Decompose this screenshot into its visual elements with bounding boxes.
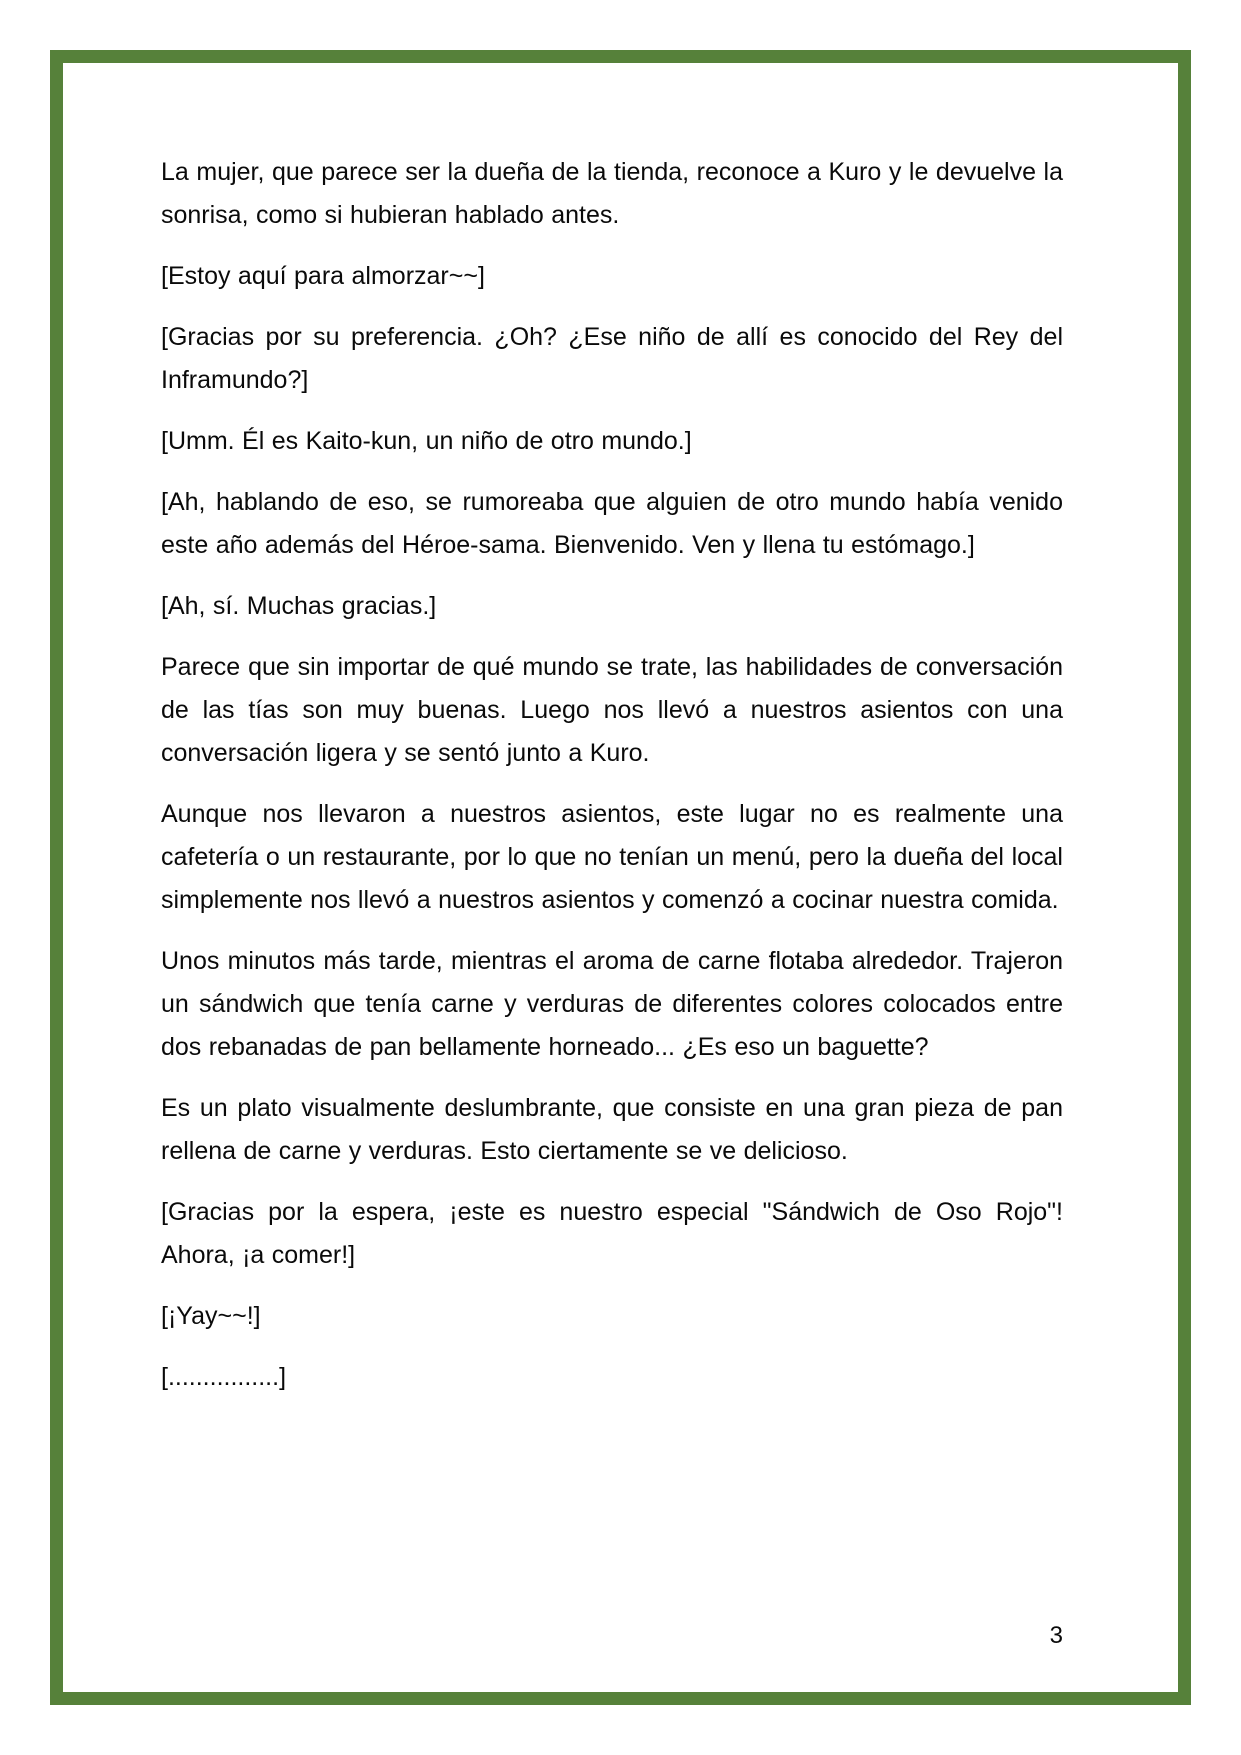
paragraph: La mujer, que parece ser la dueña de la tienda, reconoce a Kuro y le devuelve la sonrisa, como si hubieran hablado antes. bbox=[161, 158, 1063, 229]
paragraph: Aunque nos llevaron a nuestros asientos, este lugar no es realmente una cafetería o un restaurante, por lo que no tenían un menú, pero la dueña del local simplemente nos llevó a nuestros asientos y comenzó a cocinar nuestra comida. bbox=[161, 800, 1063, 914]
dialogue-line: [Ah, sí. Muchas gracias.] bbox=[161, 592, 437, 620]
dialogue-line: [Umm. Él es Kaito-kun, un niño de otro mundo.] bbox=[161, 427, 692, 455]
document-body bbox=[161, 151, 1063, 1417]
dialogue-line: [................] bbox=[161, 1363, 287, 1391]
page-number: 3 bbox=[1049, 1622, 1063, 1649]
dialogue-line: [Estoy aquí para almorzar~~] bbox=[161, 262, 485, 290]
paragraph: Unos minutos más tarde, mientras el aroma de carne flotaba alrededor. Trajeron un sándwich que tenía carne y verduras de diferentes colores colocados entre dos rebanadas de pan bellamente horneado... ¿Es eso un baguette? bbox=[161, 947, 1063, 1061]
paragraph: Es un plato visualmente deslumbrante, que consiste en una gran pieza de pan rellena de carne y verduras. Esto ciertamente se ve delicioso. bbox=[161, 1094, 1063, 1165]
dialogue-line: [¡Yay~~!] bbox=[161, 1302, 261, 1330]
dialogue-line: [Gracias por su preferencia. ¿Oh? ¿Ese niño de allí es conocido del Rey del Inframundo?] bbox=[161, 323, 1063, 394]
dialogue-line: [Gracias por la espera, ¡este es nuestro especial "Sándwich de Oso Rojo"! Ahora, ¡a comer!] bbox=[161, 1198, 1063, 1269]
paragraph: Parece que sin importar de qué mundo se trate, las habilidades de conversación de las tías son muy buenas. Luego nos llevó a nuestros asientos con una conversación ligera y se sentó junto a Kuro. bbox=[161, 653, 1063, 767]
dialogue-line: [Ah, hablando de eso, se rumoreaba que alguien de otro mundo había venido este año además del Héroe-sama. Bienvenido. Ven y llena tu estómago.] bbox=[161, 488, 1063, 559]
